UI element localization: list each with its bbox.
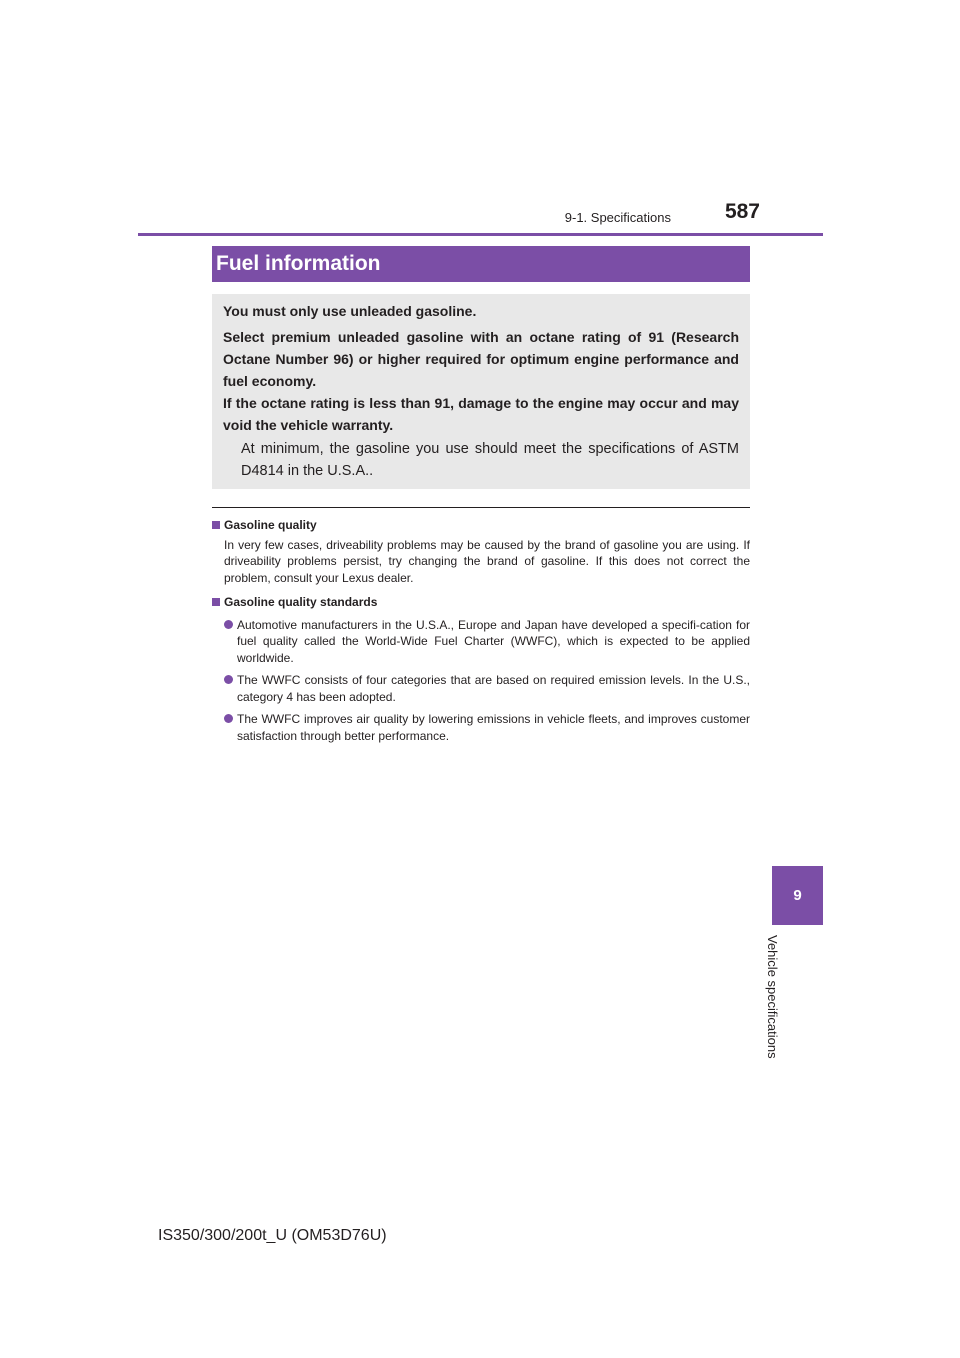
note-body-gasoline-quality: In very few cases, driveability problems may be caused by the brand of gasoline you are using. If driveability problems persist, try changing the brand of gasoline. If this does not correct the problem, consult your Lexus dealer. (224, 537, 750, 585)
chapter-side-label-text: Vehicle specifications (765, 935, 780, 1059)
info-line-octane-warning: If the octane rating is less than 91, damage to the engine may occur and may void the vehicle warranty. (223, 395, 739, 433)
note-heading-text: Gasoline quality (224, 518, 317, 532)
info-line-unleaded: You must only use unleaded gasoline. (223, 303, 477, 319)
section-bottom-divider (212, 507, 750, 508)
note-heading-gasoline-quality (212, 517, 750, 534)
list-item (212, 617, 750, 667)
footer-model-code: IS350/300/200t_U (OM53D76U) (158, 1227, 387, 1244)
header-divider (138, 233, 823, 236)
header-section-title: 9-1. Specifications (564, 210, 671, 225)
section-title: Fuel information (212, 246, 750, 282)
list-item (212, 711, 750, 744)
circle-bullet-icon (224, 620, 233, 629)
page-number: 587 (724, 200, 760, 223)
info-line-premium: Select premium unleaded gasoline with an octane rating of 91 (Research Octane Number 96) or higher required for optimum engine performance and fuel economy. (223, 329, 739, 389)
square-bullet-icon (212, 598, 220, 606)
square-bullet-icon (212, 521, 220, 529)
note-heading-quality-standards (212, 594, 750, 611)
circle-bullet-icon (224, 675, 233, 684)
chapter-side-label (750, 935, 802, 1075)
info-note-astm: At minimum, the gasoline you use should meet the specifications of ASTM D4814 in the U.S.A.. (241, 441, 739, 479)
list-item (212, 672, 750, 705)
fuel-info-box (212, 294, 750, 489)
list-item-text: The WWFC improves air quality by lowering emissions in vehicle fleets, and improves customer satisfaction through better performance. (237, 712, 750, 743)
notes-section (212, 517, 750, 744)
list-item-text: The WWFC consists of four categories that are based on required emission levels. In the U.S., category 4 has been adopted. (237, 673, 750, 704)
list-item-text: Automotive manufacturers in the U.S.A., Europe and Japan have developed a specifi-cation for fuel quality called the World-Wide Fuel Charter (WWFC), which is expected to be applied worldwide. (237, 617, 750, 665)
note-heading-text: Gasoline quality standards (224, 595, 378, 609)
chapter-tab: 9 (772, 866, 823, 925)
circle-bullet-icon (224, 714, 233, 723)
